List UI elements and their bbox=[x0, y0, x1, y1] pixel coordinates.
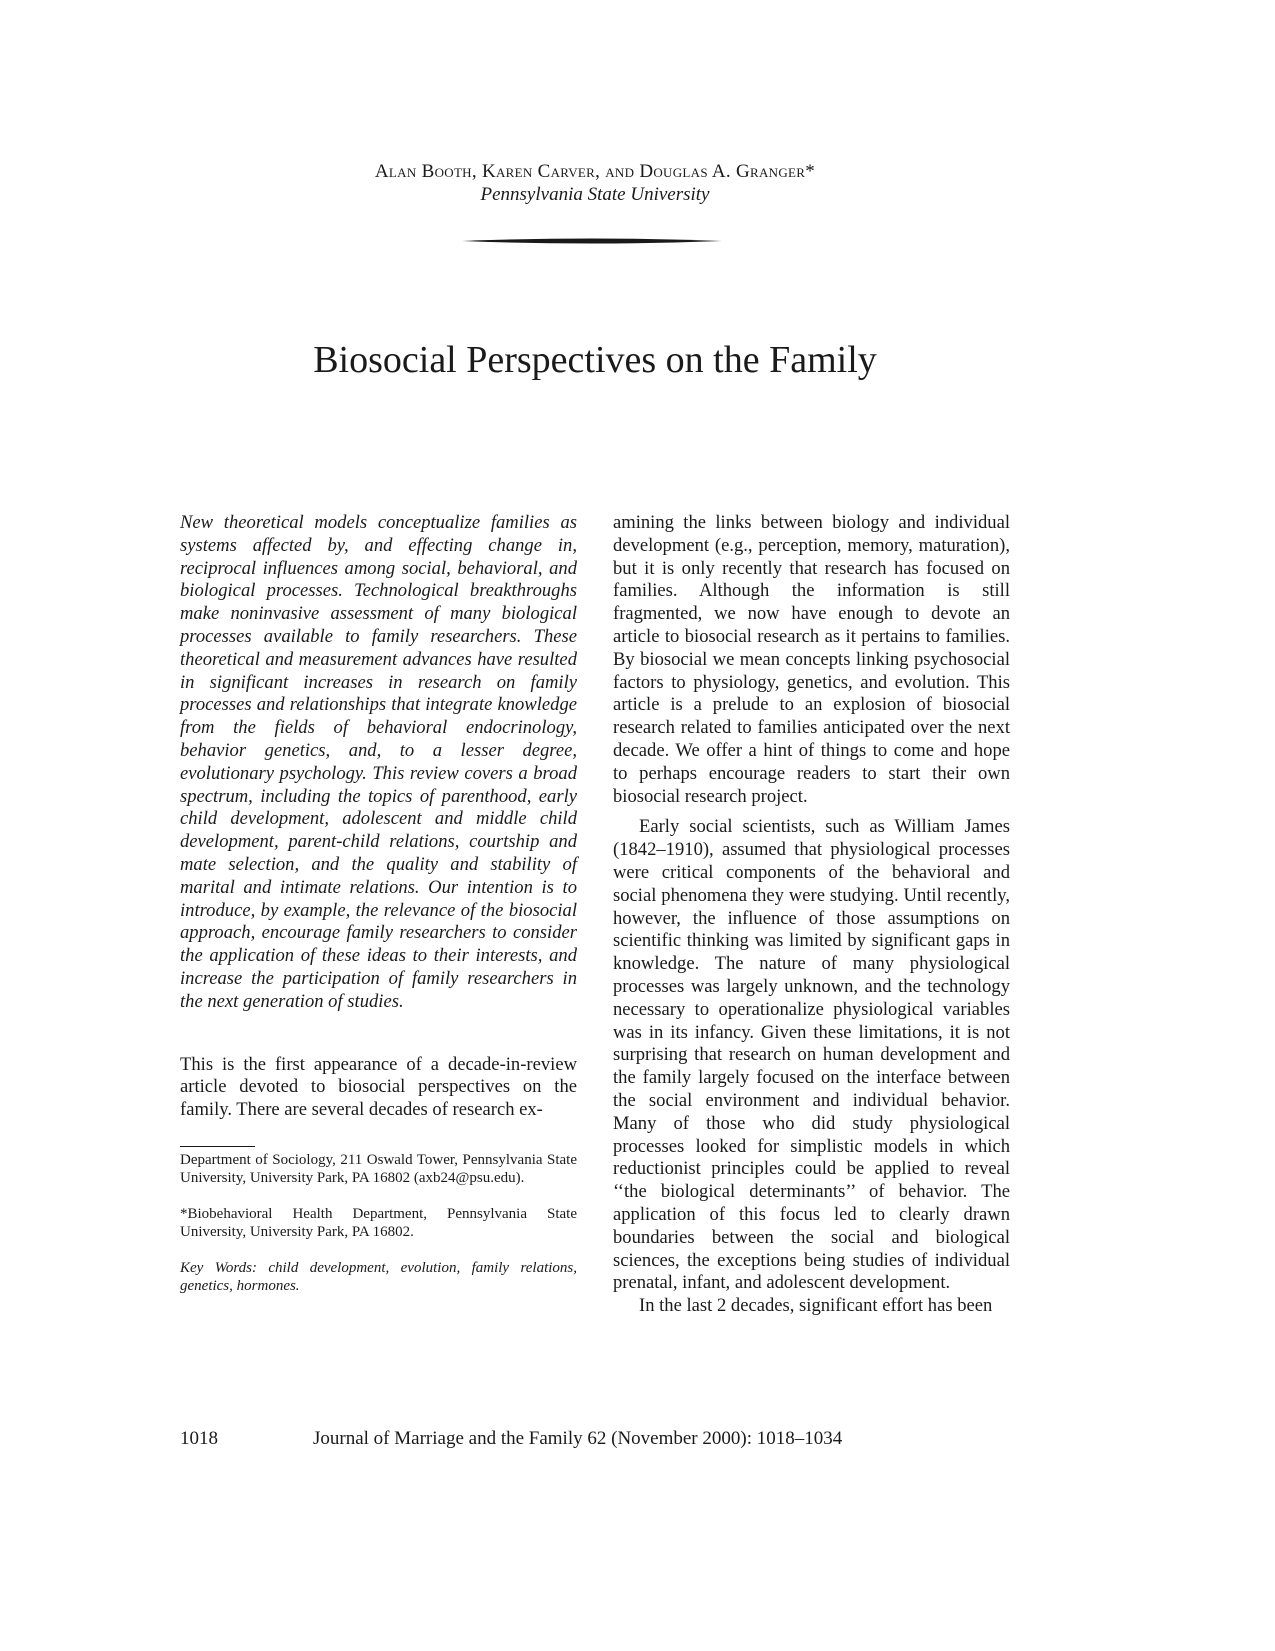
keywords: Key Words: child development, evolution, family relations, genetics, hormones. bbox=[180, 1259, 577, 1294]
journal-citation: Journal of Marriage and the Family 62 (November 2000): 1018–1034 bbox=[313, 1428, 843, 1449]
title-ornament-rule bbox=[462, 234, 722, 248]
body-paragraph-3: In the last 2 decades, significant effort has been bbox=[639, 1295, 993, 1317]
page-number: 1018 bbox=[180, 1428, 218, 1449]
footnote-biobehavioral: *Biobehavioral Health Department, Pennsylvania State University, University Park, PA 16802. bbox=[180, 1205, 577, 1240]
article-title: Biosocial Perspectives on the Family bbox=[313, 339, 877, 381]
author-list: Alan Booth, Karen Carver, and Douglas A. Granger* bbox=[374, 161, 816, 182]
footnote-rule bbox=[180, 1146, 255, 1147]
body-paragraph-1: amining the links between biology and individual development (e.g., perception, memory, maturation), but it is only recently that research has focused on families. Although the information is still fragmented, we now have enough to devote an article to biosocial research as it pertains to families. By biosocial we mean concepts linking psychosocial factors to physiology, genetics, and evolution. This article is a prelude to an explosion of biosocial research related to families anticipated over the next decade. We offer a hint of things to come and hope to perhaps encourage readers to start their own biosocial research project. bbox=[613, 512, 1010, 807]
footnote-department: Department of Sociology, 211 Oswald Tower, Pennsylvania State University, University Park, PA 16802 (axb24@psu.edu). bbox=[180, 1151, 577, 1186]
left-column bbox=[180, 512, 577, 1295]
intro-paragraph: This is the first appearance of a decade-in-review article devoted to biosocial perspectives on the family. There are several decades of research ex- bbox=[180, 1053, 577, 1121]
body-paragraph-2: Early social scientists, such as William James (1842–1910), assumed that physiological processes were critical components of the behavioral and social phenomena they were studying. Until recently, however, the influence of those assumptions on scientific thinking was limited by significant gaps in knowledge. The nature of many physiological processes was largely unknown, and the technology necessary to operationalize physiological variables was in its infancy. Given these limitations, it is not surprising that research on human development and the family largely focused on the interface between the social environment and individual behavior. Many of those who did study physiological processes looked for simplistic models in which reductionist principles could be applied to reveal ‘‘the biological determinants’’ of behavior. The application of this focus led to clearly drawn boundaries between the social and biological sciences, the exceptions being studies of individual prenatal, infant, and adolescent development. bbox=[613, 816, 1010, 1294]
abstract: New theoretical models conceptualize families as systems affected by, and effecting change in, reciprocal influences among social, behavioral, and biological processes. Technological breakthroughs make noninvasive assessment of many biological processes available to family researchers. These theoretical and measurement advances have resulted in significant increases in research on family processes and relationships that integrate knowledge from the fields of behavioral endocrinology, behavior genetics, and, to a lesser degree, evolutionary psychology. This review covers a broad spectrum, including the topics of parenthood, early child development, adolescent and middle child development, parent-child relations, courtship and mate selection, and the quality and stability of marital and intimate relations. Our intention is to introduce, by example, the relevance of the biosocial approach, encourage family researchers to consider the application of these ideas to their interests, and increase the participation of family researchers in the next generation of studies. bbox=[180, 512, 577, 1012]
author-affiliation: Pennsylvania State University bbox=[480, 184, 710, 205]
right-column bbox=[613, 512, 1010, 1318]
